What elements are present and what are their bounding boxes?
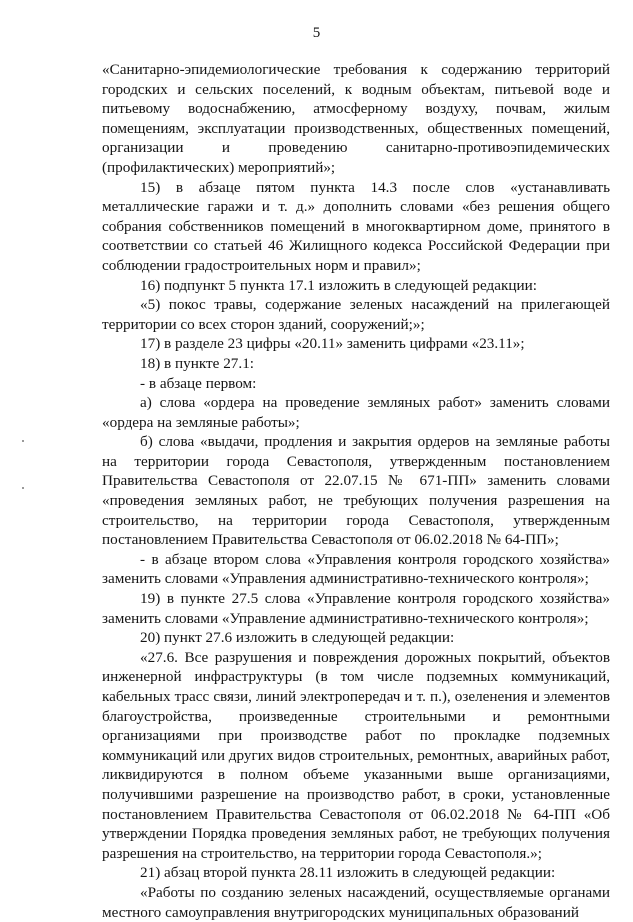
- document-body: [102, 60, 610, 922]
- paragraph-item-21: 21) абзац второй пункта 28.11 изложить в следующей редакции:: [140, 864, 556, 882]
- paragraph-item-18-b: б) слова «выдачи, продления и закрытия ордеров на земляные работы на территории города Севастополя, утвержденным постановлением Правительства Севастополя от 22.07.15 № 671-ПП» заменить словами «проведения земляных работ, не требующих получения разрешения на строительство, на территории города Севастополя, утвержденным постановлением Правительства Севастополя от 06.02.2018 № 64-ПП»;: [102, 433, 610, 549]
- paragraph-item-18-first-abzac: - в абзаце первом:: [140, 374, 257, 392]
- paragraph-item-21-text: «Работы по созданию зеленых насаждений, осуществляемые органами местного самоуправления внутригородских муниципальных образований: [102, 883, 610, 921]
- paragraph-item-15: 15) в абзаце пятом пункта 14.3 после слов «устанавливать металлические гаражи и т. д.» дополнить словами «без решения общего собрания собственников помещений в многоквартирном доме, принятого в соответствии со статьей 46 Жилищного кодекса Российской Федерации при соблюдении градостроительных норм и правил»;: [102, 178, 610, 274]
- page-number: 5: [312, 25, 321, 41]
- paragraph-item-16: 16) подпункт 5 пункта 17.1 изложить в следующей редакции:: [140, 276, 538, 294]
- paragraph-item-20: 20) пункт 27.6 изложить в следующей редакции:: [140, 629, 455, 647]
- paragraph-item-27-6-text: «27.6. Все разрушения и повреждения дорожных покрытий, объектов инженерной инфраструктуры (в том числе подземных коммуникаций, кабельных трасс связи, линий электропередач и т. п.), озеленения и элементов благоустройства, произведенные строительными и ремонтными организациями при производстве работ по прокладке подземных коммуникаций или других видов строительных, ремонтных, аварийных работ, ликвидируются в полном объеме указанными выше организациями, получившими разрешение на производство работ, в сроки, установленные постановлением Правительства Севастополя от 06.02.2018 № 64-ПП «Об утверждении Порядка проведения земляных работ, не требующих получения разрешения на строительство, на территории города Севастополя.»;: [102, 648, 610, 862]
- paragraph-item-18-a: а) слова «ордера на проведение земляных работ» заменить словами «ордера на земляные работы»;: [102, 394, 610, 431]
- paragraph-item-18: 18) в пункте 27.1:: [140, 354, 255, 372]
- paragraph-sanpin-title: «Санитарно-эпидемиологические требования к содержанию территорий городских и сельских поселений, к водным объектам, питьевой воде и питьевому водоснабжению, атмосферному воздуху, почвам, жилым помещениям, эксплуатации производственных, общественных помещений, организации и проведению санитарно-противоэпидемических (профилактических) мероприятий»;: [102, 61, 610, 176]
- paragraph-item-18-second-abzac: - в абзаце втором слова «Управления контроля городского хозяйства» заменить словами «Управления административно-технического контроля»;: [102, 550, 610, 588]
- scan-speck: [22, 440, 24, 442]
- paragraph-item-17: 17) в разделе 23 цифры «20.11» заменить цифрами «23.11»;: [140, 335, 525, 353]
- paragraph-item-19: 19) в пункте 27.5 слова «Управление контроля городского хозяйства» заменить словами «Управление административно-технического контроля»;: [102, 590, 610, 627]
- scan-speck: [22, 487, 24, 489]
- paragraph-item-16-text: «5) покос травы, содержание зеленых насаждений на прилегающей территории со всех сторон зданий, сооружений;»;: [102, 296, 610, 333]
